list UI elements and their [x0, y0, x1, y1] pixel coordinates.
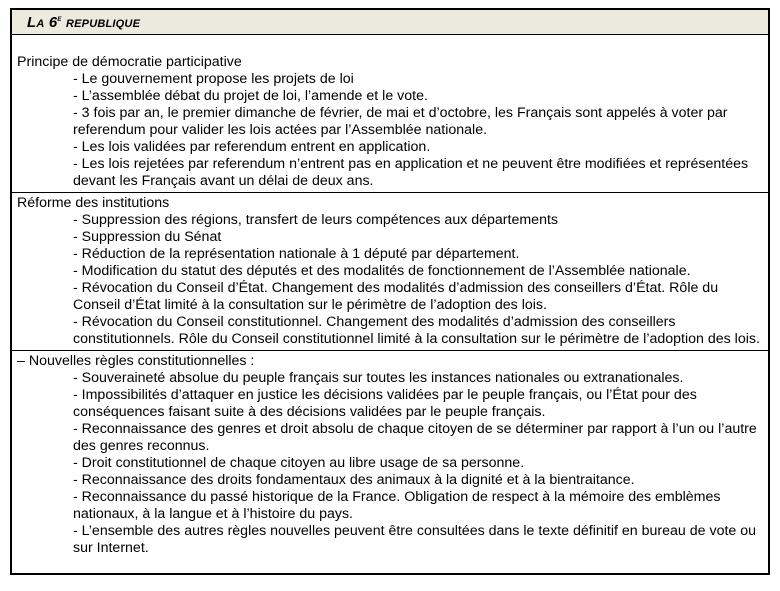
bullet-item: - L’assemblée débat du projet de loi, l’amende et le vote.	[73, 88, 428, 104]
section-title: – Nouvelles règles constitutionnelles :	[17, 353, 255, 369]
bullet-item: - Les lois validées par referendum entrent en application.	[73, 139, 431, 155]
bullet-item: - Reconnaissance du passé historique de la France. Obligation de respect à la mémoire des emblèmes nationaux, à la langue et à l’histoire du pays.	[73, 489, 721, 522]
bullet-item: - 3 fois par an, le premier dimanche de février, de mai et d’octobre, les Français sont appelés à voter par referendum pour valider les lois actées par l’Assemblée nationale.	[73, 105, 728, 138]
blank-line	[17, 37, 762, 54]
table-title-prefix: La 6	[27, 14, 58, 31]
section-title: Principe de démocratie participative	[17, 54, 242, 70]
bullet-item: - Droit constitutionnel de chaque citoyen au libre usage de sa personne.	[73, 455, 525, 471]
table-title-suffix: republique	[61, 14, 141, 31]
table-title	[27, 14, 140, 31]
bullet-item: - Reconnaissance des droits fondamentaux des animaux à la dignité et à la bientraitance.	[73, 472, 635, 488]
bullet-item: - L’ensemble des autres règles nouvelles peuvent être consultées dans le texte définitif en bureau de vote ou sur Internet.	[73, 523, 757, 556]
bullet-item: - Révocation du Conseil d’État. Changement des modalités d’admission des conseillers d’État. Rôle du Conseil d’État limité à la consultation sur le périmètre de l’adoption des lois.	[73, 280, 719, 313]
bullet-item: - Révocation du Conseil constitutionnel. Changement des modalités d’admission des conseillers constitutionnels. Rôle du Conseil constitutionnel limité à la consultation sur le périmètre de l’adoption des lois.	[73, 314, 760, 347]
bullet-item: - Souveraineté absolue du peuple français sur toutes les instances nationales ou extranationales.	[73, 370, 684, 386]
bullet-item: - Le gouvernement propose les projets de loi	[73, 71, 354, 87]
bullet-item: - Suppression du Sénat	[73, 229, 222, 245]
bullet-item: - Suppression des régions, transfert de leurs compétences aux départements	[73, 212, 559, 228]
section-row-democratie-participative	[12, 35, 768, 193]
bullet-item: - Réduction de la représentation nationale à 1 député par département.	[73, 246, 520, 262]
section-row-nouvelles-regles	[12, 351, 768, 573]
republique-table	[10, 8, 770, 575]
section-title: Réforme des institutions	[17, 195, 170, 211]
section-row-reforme-institutions	[12, 193, 768, 351]
bullet-item: - Reconnaissance des genres et droit absolu de chaque citoyen de se déterminer par rapport à l’un ou l’autre des genres reconnus.	[73, 421, 757, 454]
table-title-superscript: e	[57, 13, 62, 23]
bullet-item: - Modification du statut des députés et des modalités de fonctionnement de l’Assemblée nationale.	[73, 263, 691, 279]
bullet-item: - Impossibilités d’attaquer en justice les décisions validées par le peuple français, ou l’État pour des conséquences faisant suite à des décisions validées par le peuple français.	[73, 387, 697, 420]
table-header-row	[12, 10, 768, 35]
bullet-item: - Les lois rejetées par referendum n’entrent pas en application et ne peuvent être modifiées et représentées devant les Français avant un délai de deux ans.	[73, 156, 749, 189]
